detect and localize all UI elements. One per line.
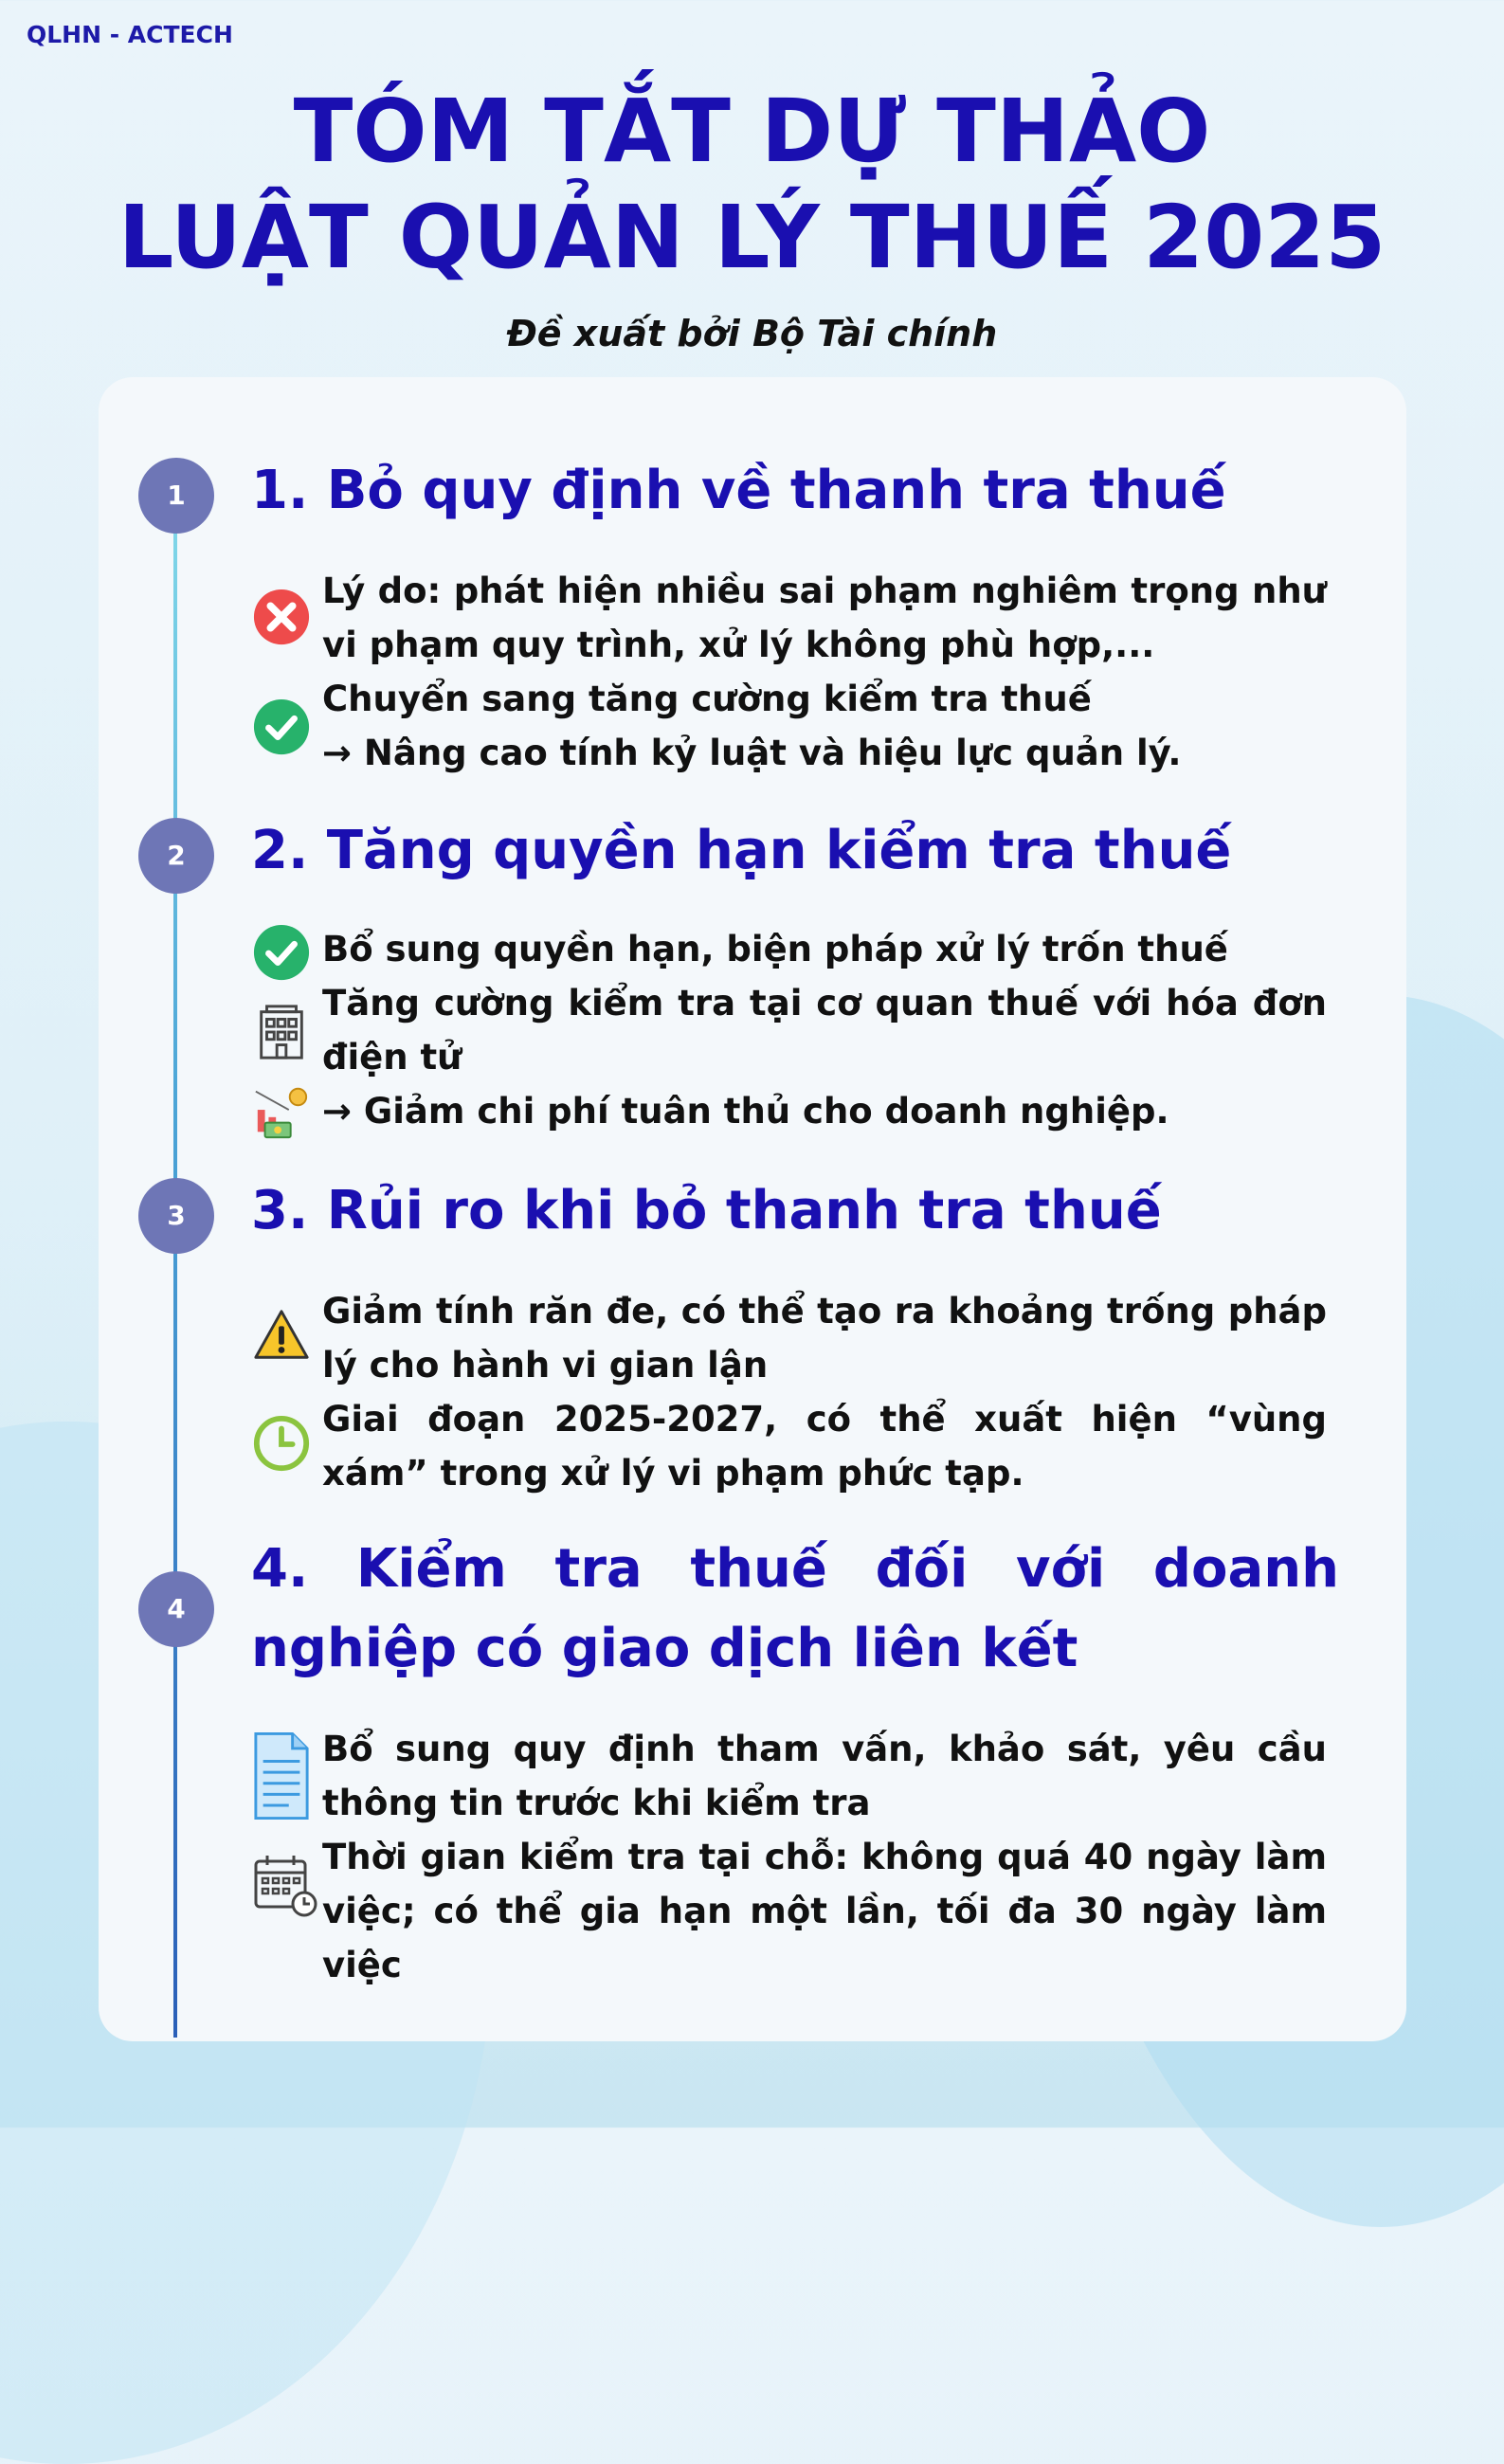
section-heading: 4. Kiểm tra thuế đối với doanh nghiệp có giao dịch liên kết [251, 1538, 1339, 1679]
warning-icon [252, 1306, 311, 1365]
cost-reduction-icon [252, 1082, 311, 1141]
section-number-badge: 1 [138, 458, 214, 534]
section-item: Giai đoạn 2025-2027, có thể xuất hiện “vùng xám” trong xử lý vi phạm phức tạp. [322, 1399, 1327, 1494]
document-icon [252, 1730, 311, 1821]
page-subtitle: Đề xuất bởi Bộ Tài chính [506, 313, 998, 354]
timeline-line [173, 521, 177, 2038]
section-item: Giảm tính răn đe, có thể tạo ra khoảng trống pháp lý cho hành vi gian lận [322, 1291, 1327, 1386]
brand-label: QLHN - ACTECH [27, 21, 233, 48]
clock-icon [252, 1414, 311, 1473]
red-x-icon [252, 588, 311, 646]
section-item: Thời gian kiểm tra tại chỗ: không quá 40 ngày làm việc; có thể gia hạn một lần, tối đa 30 ngày làm việc [322, 1837, 1327, 1985]
section-heading: 1. Bỏ quy định về thanh tra thuế [251, 460, 1226, 521]
calendar-icon [252, 1852, 318, 1918]
section-item: → Nâng cao tính kỷ luật và hiệu lực quản lý. [322, 733, 1182, 773]
section-number-badge: 4 [138, 1571, 214, 1647]
page-title-line-2: LUẬT QUẢN LÝ THUẾ 2025 [118, 187, 1386, 288]
green-check-icon [252, 698, 311, 756]
office-building-icon [252, 1003, 311, 1061]
green-check-icon [252, 923, 311, 982]
section-item: Bổ sung quy định tham vấn, khảo sát, yêu cầu thông tin trước khi kiểm tra [322, 1729, 1327, 1823]
section-heading: 2. Tăng quyền hạn kiểm tra thuế [251, 820, 1232, 881]
page-title-line-1: TÓM TẮT DỰ THẢO [293, 81, 1211, 182]
section-heading: 3. Rủi ro khi bỏ thanh tra thuế [251, 1180, 1162, 1241]
section-number-badge: 3 [138, 1178, 214, 1254]
section-item: Lý do: phát hiện nhiều sai phạm nghiêm trọng như vi phạm quy trình, xử lý không phù hợp,... [322, 571, 1327, 665]
section-item: Tăng cường kiểm tra tại cơ quan thuế với hóa đơn điện tử [322, 983, 1327, 1078]
section-item: Chuyển sang tăng cường kiểm tra thuế [322, 679, 1092, 719]
section-item: Bổ sung quyền hạn, biện pháp xử lý trốn thuế [322, 929, 1228, 969]
section-item: → Giảm chi phí tuân thủ cho doanh nghiệp. [322, 1091, 1169, 1132]
section-number-badge: 2 [138, 818, 214, 894]
